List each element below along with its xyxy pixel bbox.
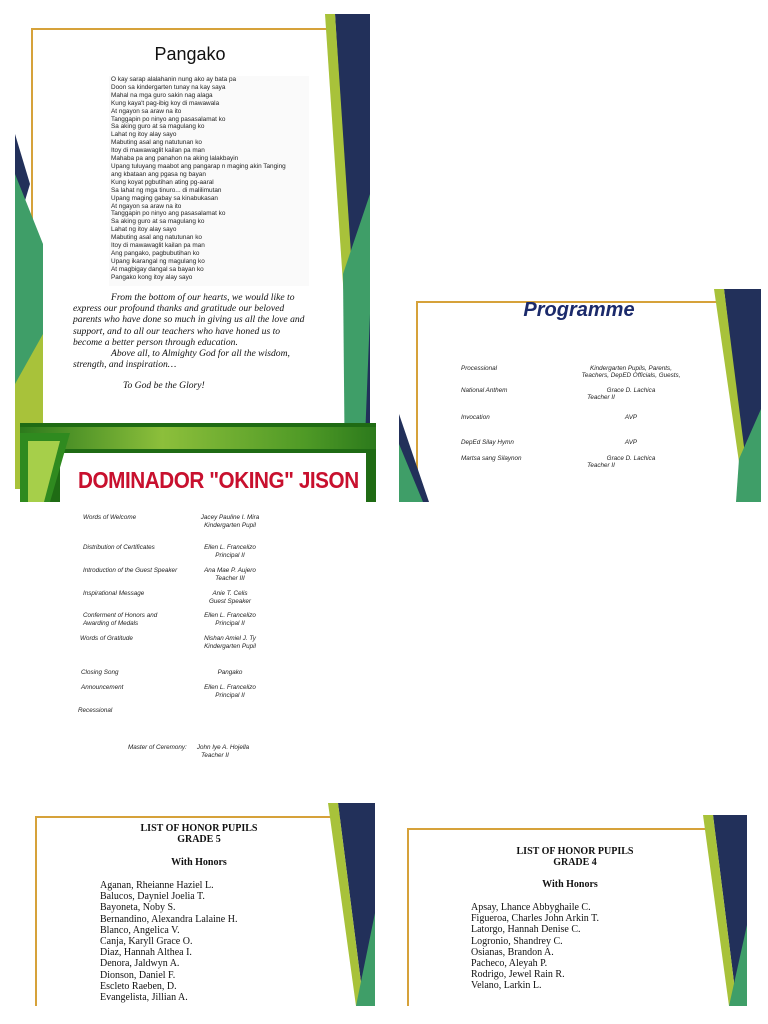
honor-pupil-name: Evangelista, Jillian A. xyxy=(100,992,188,1004)
honors-grade: GRADE 5 xyxy=(177,834,221,845)
programme-person-title: Teacher II xyxy=(587,462,615,469)
honors-grade5-slide xyxy=(20,803,375,1006)
master-of-ceremony-title: Teacher II xyxy=(201,752,229,759)
slide-decor-left xyxy=(399,414,429,502)
programme-person-title: Kindergarten Pupil xyxy=(204,643,256,650)
programme-person: Grace D. Lachica xyxy=(606,387,656,394)
honor-pupil-name: Figueroa, Charles John Arkin T. xyxy=(471,913,599,925)
poem-line: Mabuting asal ang natutunan ko xyxy=(111,234,202,242)
poem-line: Kung kaya't pag-ibig koy di mawawala xyxy=(111,99,220,107)
programme-item: Invocation xyxy=(461,414,490,421)
honor-pupil-name: Rodrigo, Jewel Rain R. xyxy=(471,969,565,981)
programme-person: Ellen L. Francelizo xyxy=(204,612,256,619)
honors-grade: GRADE 4 xyxy=(553,857,597,868)
message-block xyxy=(73,292,309,392)
programme-person: Ellen L. Francelizo xyxy=(204,684,256,691)
honor-pupil-name: Escleto Raeben, D. xyxy=(100,980,177,992)
banner-accent xyxy=(20,423,80,502)
honors-heading: With Honors xyxy=(171,857,227,868)
honors-name-list xyxy=(100,880,237,1003)
programme-person-title: Teacher III xyxy=(215,575,245,582)
programme-item: Martsa sang Silaynon xyxy=(461,455,522,462)
programme-item-line2: Awarding of Medals xyxy=(83,620,139,627)
programme-title: Programme xyxy=(523,299,635,321)
honor-pupil-name: Osianas, Brandon A. xyxy=(471,946,554,958)
honor-pupil-name: Canja, Karyll Grace O. xyxy=(100,936,193,948)
poem-line: Itoy di mawawaglit kailan pa man xyxy=(111,147,205,155)
programme-person: Pangako xyxy=(217,669,243,676)
honors-title: LIST OF HONOR PUPILS xyxy=(140,823,258,834)
slide-decor-right xyxy=(704,289,761,502)
poem-line: Ang pangako, pagbubutihan ko xyxy=(111,249,200,257)
poem-line: Pangako kong itoy alay sayo xyxy=(111,273,193,281)
programme-person: Ellen L. Francelizo xyxy=(204,544,256,551)
programme-item: National Anthem xyxy=(461,387,508,394)
programme-person: Anie T. Celis xyxy=(212,590,248,597)
programme-person: Grace D. Lachica xyxy=(606,455,656,462)
closing-text: To God be the Glory! xyxy=(123,380,205,392)
god-message: Above all, to Almighty God for all the wisdom, strength, and inspiration… xyxy=(73,348,290,371)
honors-heading: With Honors xyxy=(542,879,598,890)
poem-line: Doon sa kindergarten tunay na kay saya xyxy=(111,83,226,91)
programme-person: Kindergarten Pupils, Parents, xyxy=(590,365,672,372)
programme-item: Inspirational Message xyxy=(83,590,145,597)
poem-line: Kung koyat pgbutihan ating pg-aaral xyxy=(111,178,214,186)
programme-item: Recessional xyxy=(78,707,113,714)
poem-line: At magbigay dangal sa bayan ko xyxy=(111,265,204,273)
honors-name-list xyxy=(471,902,599,992)
programme-slide xyxy=(399,289,761,502)
programme-person: Ana Mae P. Aujero xyxy=(204,567,256,574)
programme-item: Introduction of the Guest Speaker xyxy=(83,567,178,574)
honor-pupil-name: Bayoneta, Noby S. xyxy=(100,902,176,914)
poem-line: At ngayon sa araw na ito xyxy=(111,107,182,115)
poem-line: O kay sarap alalahanin nung ako ay bata pa xyxy=(111,76,237,83)
poem-line: Lahat ng itoy alay sayo xyxy=(111,226,177,234)
poem-line: ang kbataan ang pgasa ng bayan xyxy=(111,170,206,178)
programme-continued xyxy=(70,505,350,765)
poem-line: Sa aking guro at sa magulang ko xyxy=(111,218,205,226)
master-of-ceremony-label: Master of Ceremony: xyxy=(128,744,187,751)
programme-person-title: Guest Speaker xyxy=(208,598,251,605)
honor-pupil-name: Aganan, Rheianne Haziel L. xyxy=(100,880,214,891)
honors-title: LIST OF HONOR PUPILS xyxy=(516,846,634,857)
poem-line: Mabuting asal ang natutunan ko xyxy=(111,139,202,147)
programme-person: Jacey Pauline I. Mira xyxy=(200,514,260,521)
honor-pupil-name: Logronio, Shandrey C. xyxy=(471,935,563,947)
poem-line: At ngayon sa araw na ito xyxy=(111,202,182,210)
slide-decor-right xyxy=(695,815,747,1006)
honor-pupil-name: Bernandino, Alexandra Lalaine H. xyxy=(100,913,238,925)
honor-pupil-name: Balucos, Dayniel Joelia T. xyxy=(100,891,205,903)
slide-decor-right xyxy=(315,14,370,489)
page-title: Pangako xyxy=(154,44,226,64)
poem-line: Mahal na mga guro sakin nag alaga xyxy=(111,91,213,99)
programme-person: AVP xyxy=(624,439,638,446)
pangako-slide xyxy=(15,14,370,489)
poem-line: Itoy di mawawaglit kailan pa man xyxy=(111,242,205,250)
programme-item: Words of Welcome xyxy=(83,514,137,521)
thanks-message: From the bottom of our hearts, we would like to express our profound thanks and gratitude our beloved parents who have done so much in giving us all the love and support, and to all our teachers who have honed us to become a better person through education. xyxy=(73,292,305,348)
poem-line: Sa aking guro at sa magulang ko xyxy=(111,123,205,131)
programme-item: DepEd Silay Hymn xyxy=(461,439,514,446)
programme-item: Words of Gratitude xyxy=(80,635,133,642)
poem-line: Tanggapin po ninyo ang pasasalamat ko xyxy=(111,115,226,123)
programme-item: Conferment of Honors and xyxy=(83,612,158,619)
programme-person: Nishan Amiel J. Ty xyxy=(204,635,256,642)
programme-item: Processional xyxy=(461,365,498,372)
honor-pupil-name: Velano, Larkin L. xyxy=(471,980,542,992)
honor-pupil-name: Denora, Jaldwyn A. xyxy=(100,958,180,970)
programme-item: Distribution of Certificates xyxy=(83,544,155,551)
poem-line: Sa lahat ng mga tinuro... di malilimutan xyxy=(111,186,222,194)
programme-person-title: Teacher II xyxy=(587,394,615,401)
honors-grade4-slide xyxy=(405,815,747,1006)
programme-person-title: Teachers, DepED Officials, Guests, xyxy=(581,372,681,379)
honor-pupil-name: Blanco, Angelica V. xyxy=(100,924,180,936)
master-of-ceremony-name: John Iye A. Hojella xyxy=(196,744,250,751)
poem-line: Mahaba pa ang panahon na aking lalakbayin xyxy=(111,155,239,163)
poem-box xyxy=(109,76,309,286)
banner-text: DOMINADOR "OKING" JISON xyxy=(78,467,359,493)
programme-item: Closing Song xyxy=(81,669,119,676)
poem-line: Tanggapin po ninyo ang pasasalamat ko xyxy=(111,210,226,218)
poem-line: Upang tuluyang maabot ang pangarap n maging akin Tanging xyxy=(111,162,286,170)
honor-pupil-name: Latorgo, Hannah Denise C. xyxy=(471,924,581,936)
poem-line: Upang maging gabay sa kinabukasan xyxy=(111,194,218,202)
programme-person-title: Kindergarten Pupil xyxy=(204,522,256,529)
programme-person-title: Principal II xyxy=(215,692,245,699)
honor-pupil-name: Dionson, Daniel F. xyxy=(100,969,176,981)
programme-person-title: Principal II xyxy=(215,552,245,559)
poem-lines xyxy=(109,76,309,282)
school-banner xyxy=(20,423,376,502)
honor-pupil-name: Apsay, Lhance Abbyghaile C. xyxy=(471,902,591,913)
honor-pupil-name: Pacheco, Aleyah P. xyxy=(471,958,548,970)
slide-decor-right xyxy=(320,803,375,1006)
poem-line: Upang ikarangal ng magulang ko xyxy=(111,257,205,265)
programme-item: Announcement xyxy=(81,684,124,691)
honor-pupil-name: Diaz, Hannah Althea I. xyxy=(100,947,192,959)
poem-line: Lahat ng itoy alay sayo xyxy=(111,131,177,139)
programme-person-title: Principal II xyxy=(215,620,245,627)
programme-person: AVP xyxy=(624,414,638,421)
